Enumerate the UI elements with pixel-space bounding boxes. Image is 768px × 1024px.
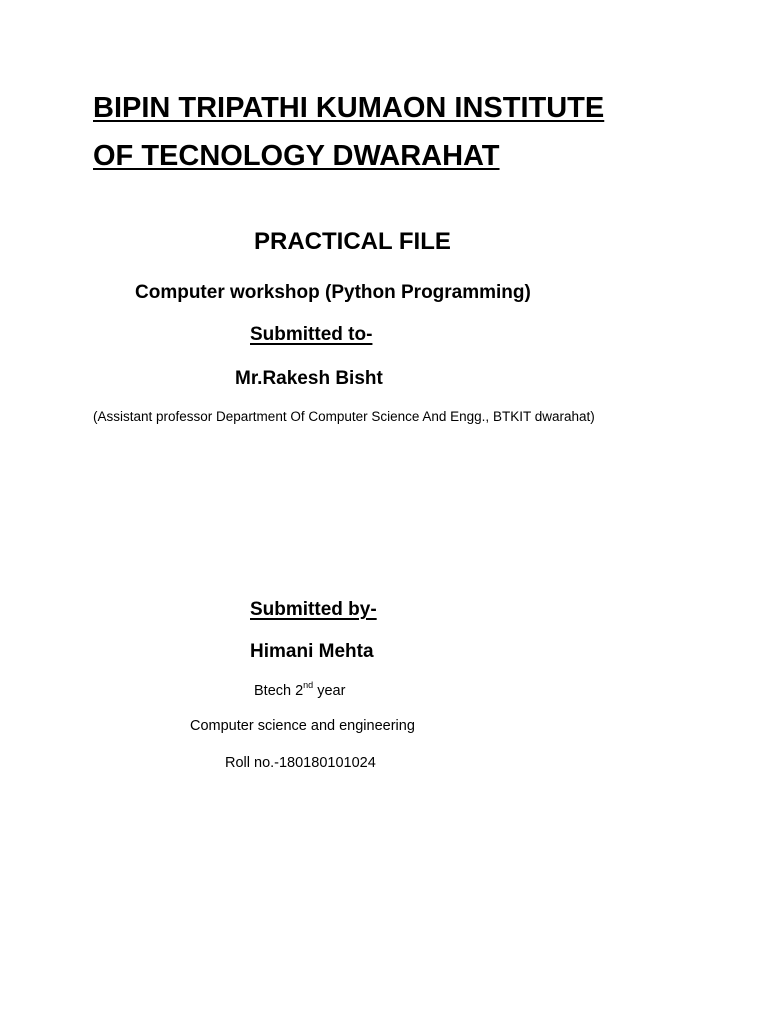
- supervisor-name: Mr.Rakesh Bisht: [235, 368, 383, 389]
- student-branch: Computer science and engineering: [190, 718, 415, 734]
- year-suffix: year: [313, 683, 346, 699]
- submitted-by-heading: Submitted by-: [250, 599, 377, 620]
- file-title: PRACTICAL FILE: [254, 228, 451, 255]
- supervisor-designation: (Assistant professor Department Of Computer Science And Engg., BTKIT dwarahat): [93, 409, 595, 424]
- year-superscript: nd: [303, 680, 314, 690]
- student-name: Himani Mehta: [250, 641, 374, 662]
- submitted-to-heading: Submitted to-: [250, 324, 373, 345]
- student-year: [254, 680, 346, 699]
- institute-name-line-2: OF TECNOLOGY DWARAHAT: [93, 140, 500, 172]
- course-name: Computer workshop (Python Programming): [135, 282, 531, 303]
- student-roll-number: Roll no.-180180101024: [225, 755, 376, 771]
- year-prefix: Btech 2: [254, 683, 304, 699]
- institute-name-line-1: BIPIN TRIPATHI KUMAON INSTITUTE: [93, 92, 605, 124]
